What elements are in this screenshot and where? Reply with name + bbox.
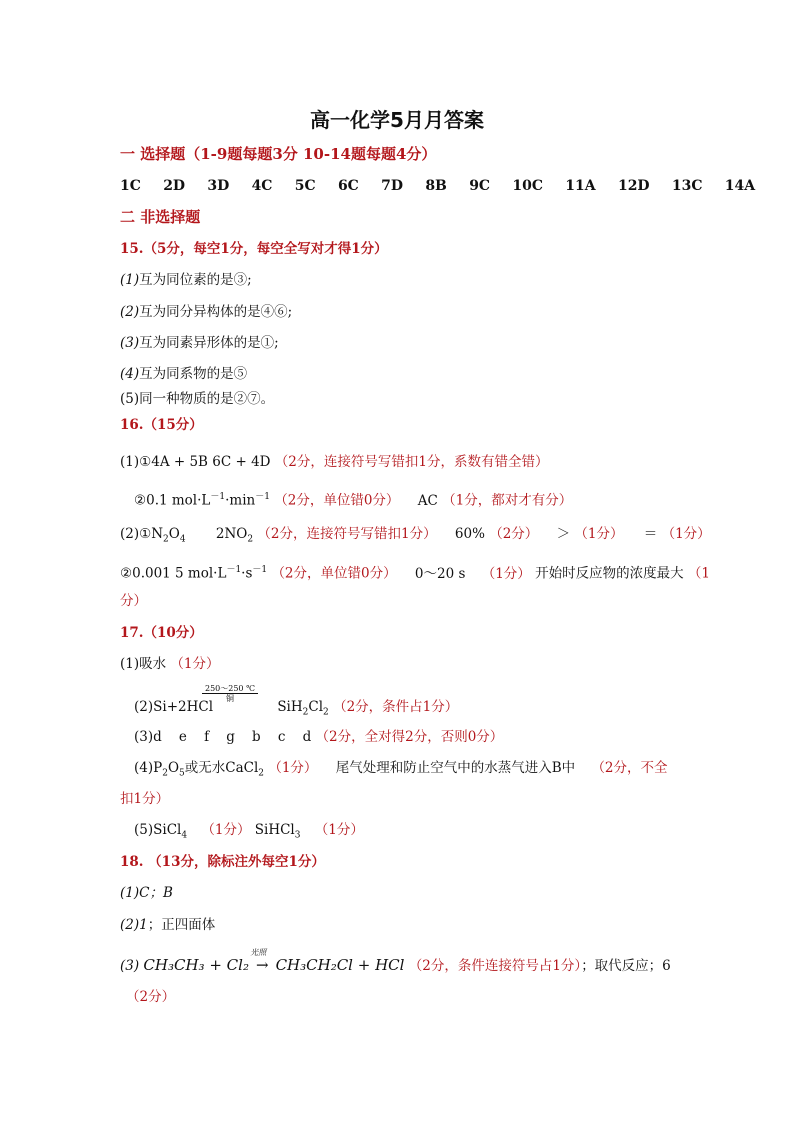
mcq-answer: 13C: [671, 178, 703, 194]
q18-heading: 18. （13分，除标注外每空1分）: [120, 854, 325, 870]
page-title: 高一化学5月月答案: [310, 108, 484, 132]
mcq-answer: 12D: [617, 178, 650, 194]
q15-line-4: (4)互为同系物的是⑤: [120, 366, 248, 382]
mcq-answer: 14A: [724, 178, 756, 194]
q17-heading: 17.（10分）: [120, 625, 203, 641]
q16-heading: 16.（15分）: [120, 417, 203, 433]
mcq-answer: 2D: [163, 178, 186, 194]
q18-line-4: （2分）: [126, 989, 176, 1005]
mcq-answer: 8B: [425, 178, 447, 194]
q17-line-5: 扣1分）: [120, 791, 170, 807]
q17-line-3: (3)d e f g b c d （2分，全对得2分，否则0分）: [134, 729, 504, 745]
q16-line-4: ②0.001 5 $mol\cdot L^{-1}\cdot s^{-1}$ （2分，单位错0分） 0～20 s （1分） 开始时反应物的浓度最大 （1: [120, 565, 710, 582]
q15-line-5: (5)同一种物质的是②⑦。: [120, 391, 275, 407]
mcq-answer: 10C: [512, 178, 543, 194]
section-2-heading: 二 非选择题: [120, 208, 201, 226]
section-1-heading: 一 选择题（1-9题每题3分 10-14题每题4分）: [120, 145, 437, 163]
mcq-answer: 4C: [251, 178, 273, 194]
mcq-answer: 1C: [120, 178, 141, 194]
q15-line-1: (1)互为同位素的是③;: [120, 272, 252, 288]
mcq-answer: 11A: [565, 178, 596, 194]
mcq-answers: [120, 177, 773, 195]
q18-line-1: (1)C；B: [120, 885, 173, 901]
mcq-answer: 9C: [469, 178, 491, 194]
q15-heading: 15.（5分，每空1分，每空全写对才得1分）: [120, 241, 388, 257]
q16-line-5: 分）: [120, 593, 147, 609]
mcq-answer: 3D: [207, 178, 230, 194]
q16-line-2: ②0.1 $mol\cdot L^{-1}\cdot\min^{-1}$ （2分，单位错0分） AC （1分，都对才有分）: [134, 492, 573, 509]
mcq-answer: 5C: [294, 178, 316, 194]
q15-line-2: (2)互为同分异构体的是④⑥;: [120, 304, 293, 320]
mcq-answer: 7D: [381, 178, 404, 194]
q17-line-6: (5)SiCl$_4$ （1分） SiHCl$_3$ （1分）: [134, 822, 364, 841]
q16-line-1: (1)①4A + 5B 6C + 4D （2分，连接符号写错扣1分，系数有错全错）: [120, 454, 549, 470]
q15-line-3: (3)互为同素异形体的是①;: [120, 335, 279, 351]
reaction-condition: 250～250 ℃ 铜: [202, 684, 258, 704]
q18-line-2: (2)1；正四面体: [120, 917, 216, 933]
q17-line-2: (2)Si+2HCl $SiH_2Cl_2$ （2分，条件占1分）: [134, 699, 459, 718]
q17-line-1: (1)吸水 （1分）: [120, 656, 220, 672]
light-arrow: 光照 →: [250, 948, 269, 974]
q17-line-4: $(4)P_2O_5$或无水CaCl$_2$ （1分） 尾气处理和防止空气中的水蒸气进入B中 （2分，不全: [134, 760, 668, 779]
q16-line-3: $(2)①N_2O_4$ $2NO_2$ （2分，连接符号写错扣1分） 60% （2分） ＞ （1分） ＝ （1分）: [120, 526, 711, 545]
q18-line-3: (3) CH₃CH₃ + Cl₂ 光照 → CH₃CH₂Cl + HCl （2分，条件连接符号占1分）；取代反应；6: [120, 948, 671, 974]
mcq-answer: 6C: [337, 178, 359, 194]
